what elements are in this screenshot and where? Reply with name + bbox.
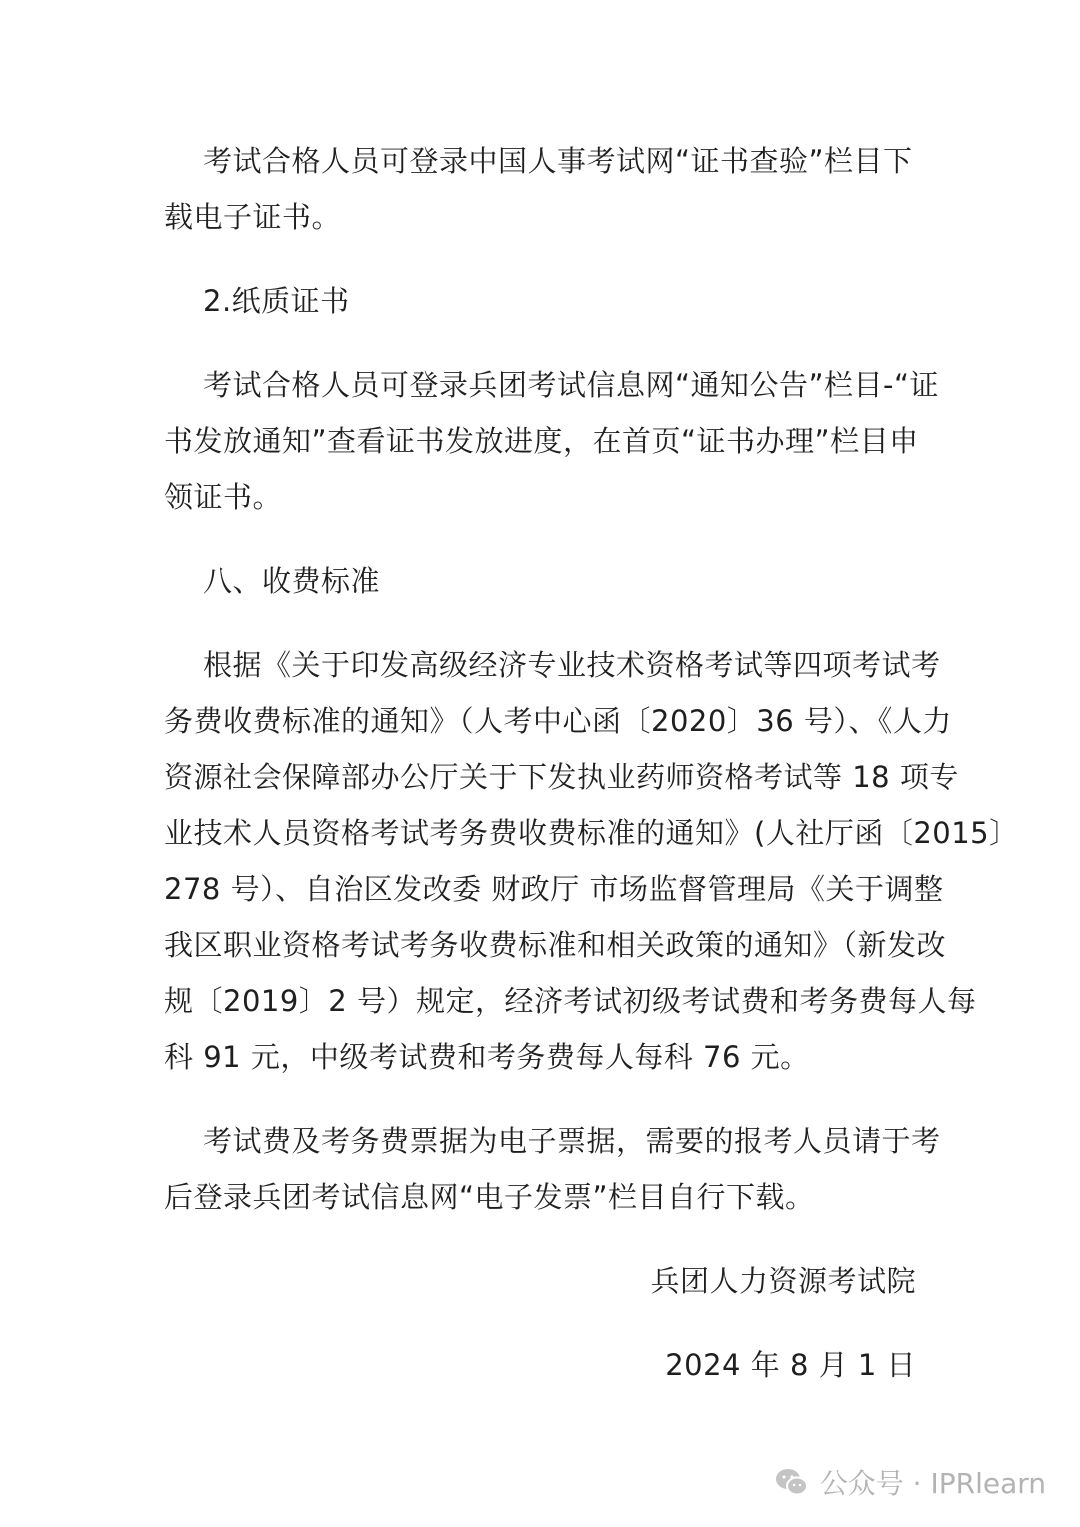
paragraph-line: 考试合格人员可登录中国人事考试网“证书查验”栏目下 xyxy=(203,144,913,178)
paragraph-line: 我区职业资格考试考务收费标准和相关政策的通知》（新发改 xyxy=(164,928,947,962)
paragraph-line: 后登录兵团考试信息网“电子发票”栏目自行下载。 xyxy=(164,1180,815,1214)
paragraph-line: 载电子证书。 xyxy=(164,200,342,234)
section-heading: 2.纸质证书 xyxy=(203,284,350,318)
paragraph-line: 资源社会保障部办公厅关于下发执业药师资格考试等 18 项专 xyxy=(164,760,959,794)
paragraph-line: 书发放通知”查看证书发放进度，在首页“证书办理”栏目申 xyxy=(164,424,919,458)
section-heading: 八、收费标准 xyxy=(203,564,381,598)
paragraph-line: 根据《关于印发高级经济专业技术资格考试等四项考试考 xyxy=(203,648,941,682)
watermark-text: 公众号 · IPRlearn xyxy=(819,1467,1046,1500)
paragraph-line: 务费收费标准的通知》（人考中心函〔2020〕36 号）、《人力 xyxy=(164,704,952,738)
paragraph-line: 业技术人员资格考试考务费收费标准的通知》(人社厅函〔2015〕 xyxy=(164,816,1019,850)
issuer-signature: 兵团人力资源考试院 xyxy=(650,1264,916,1298)
wechat-icon xyxy=(774,1466,810,1498)
paragraph-line: 考试合格人员可登录兵团考试信息网“通知公告”栏目-“证 xyxy=(203,368,940,402)
issue-date: 2024 年 8 月 1 日 xyxy=(665,1348,916,1382)
paragraph-line: 考试费及考务费票据为电子票据，需要的报考人员请于考 xyxy=(203,1124,941,1158)
watermark xyxy=(774,1462,1046,1502)
paragraph-line: 领证书。 xyxy=(164,480,283,514)
paragraph-line: 科 91 元，中级考试费和考务费每人每科 76 元。 xyxy=(164,1040,810,1074)
paragraph-line: 278 号）、自治区发改委 财政厅 市场监督管理局《关于调整 xyxy=(164,872,944,906)
paragraph-line: 规〔2019〕2 号）规定，经济考试初级考试费和考务费每人每 xyxy=(164,984,977,1018)
